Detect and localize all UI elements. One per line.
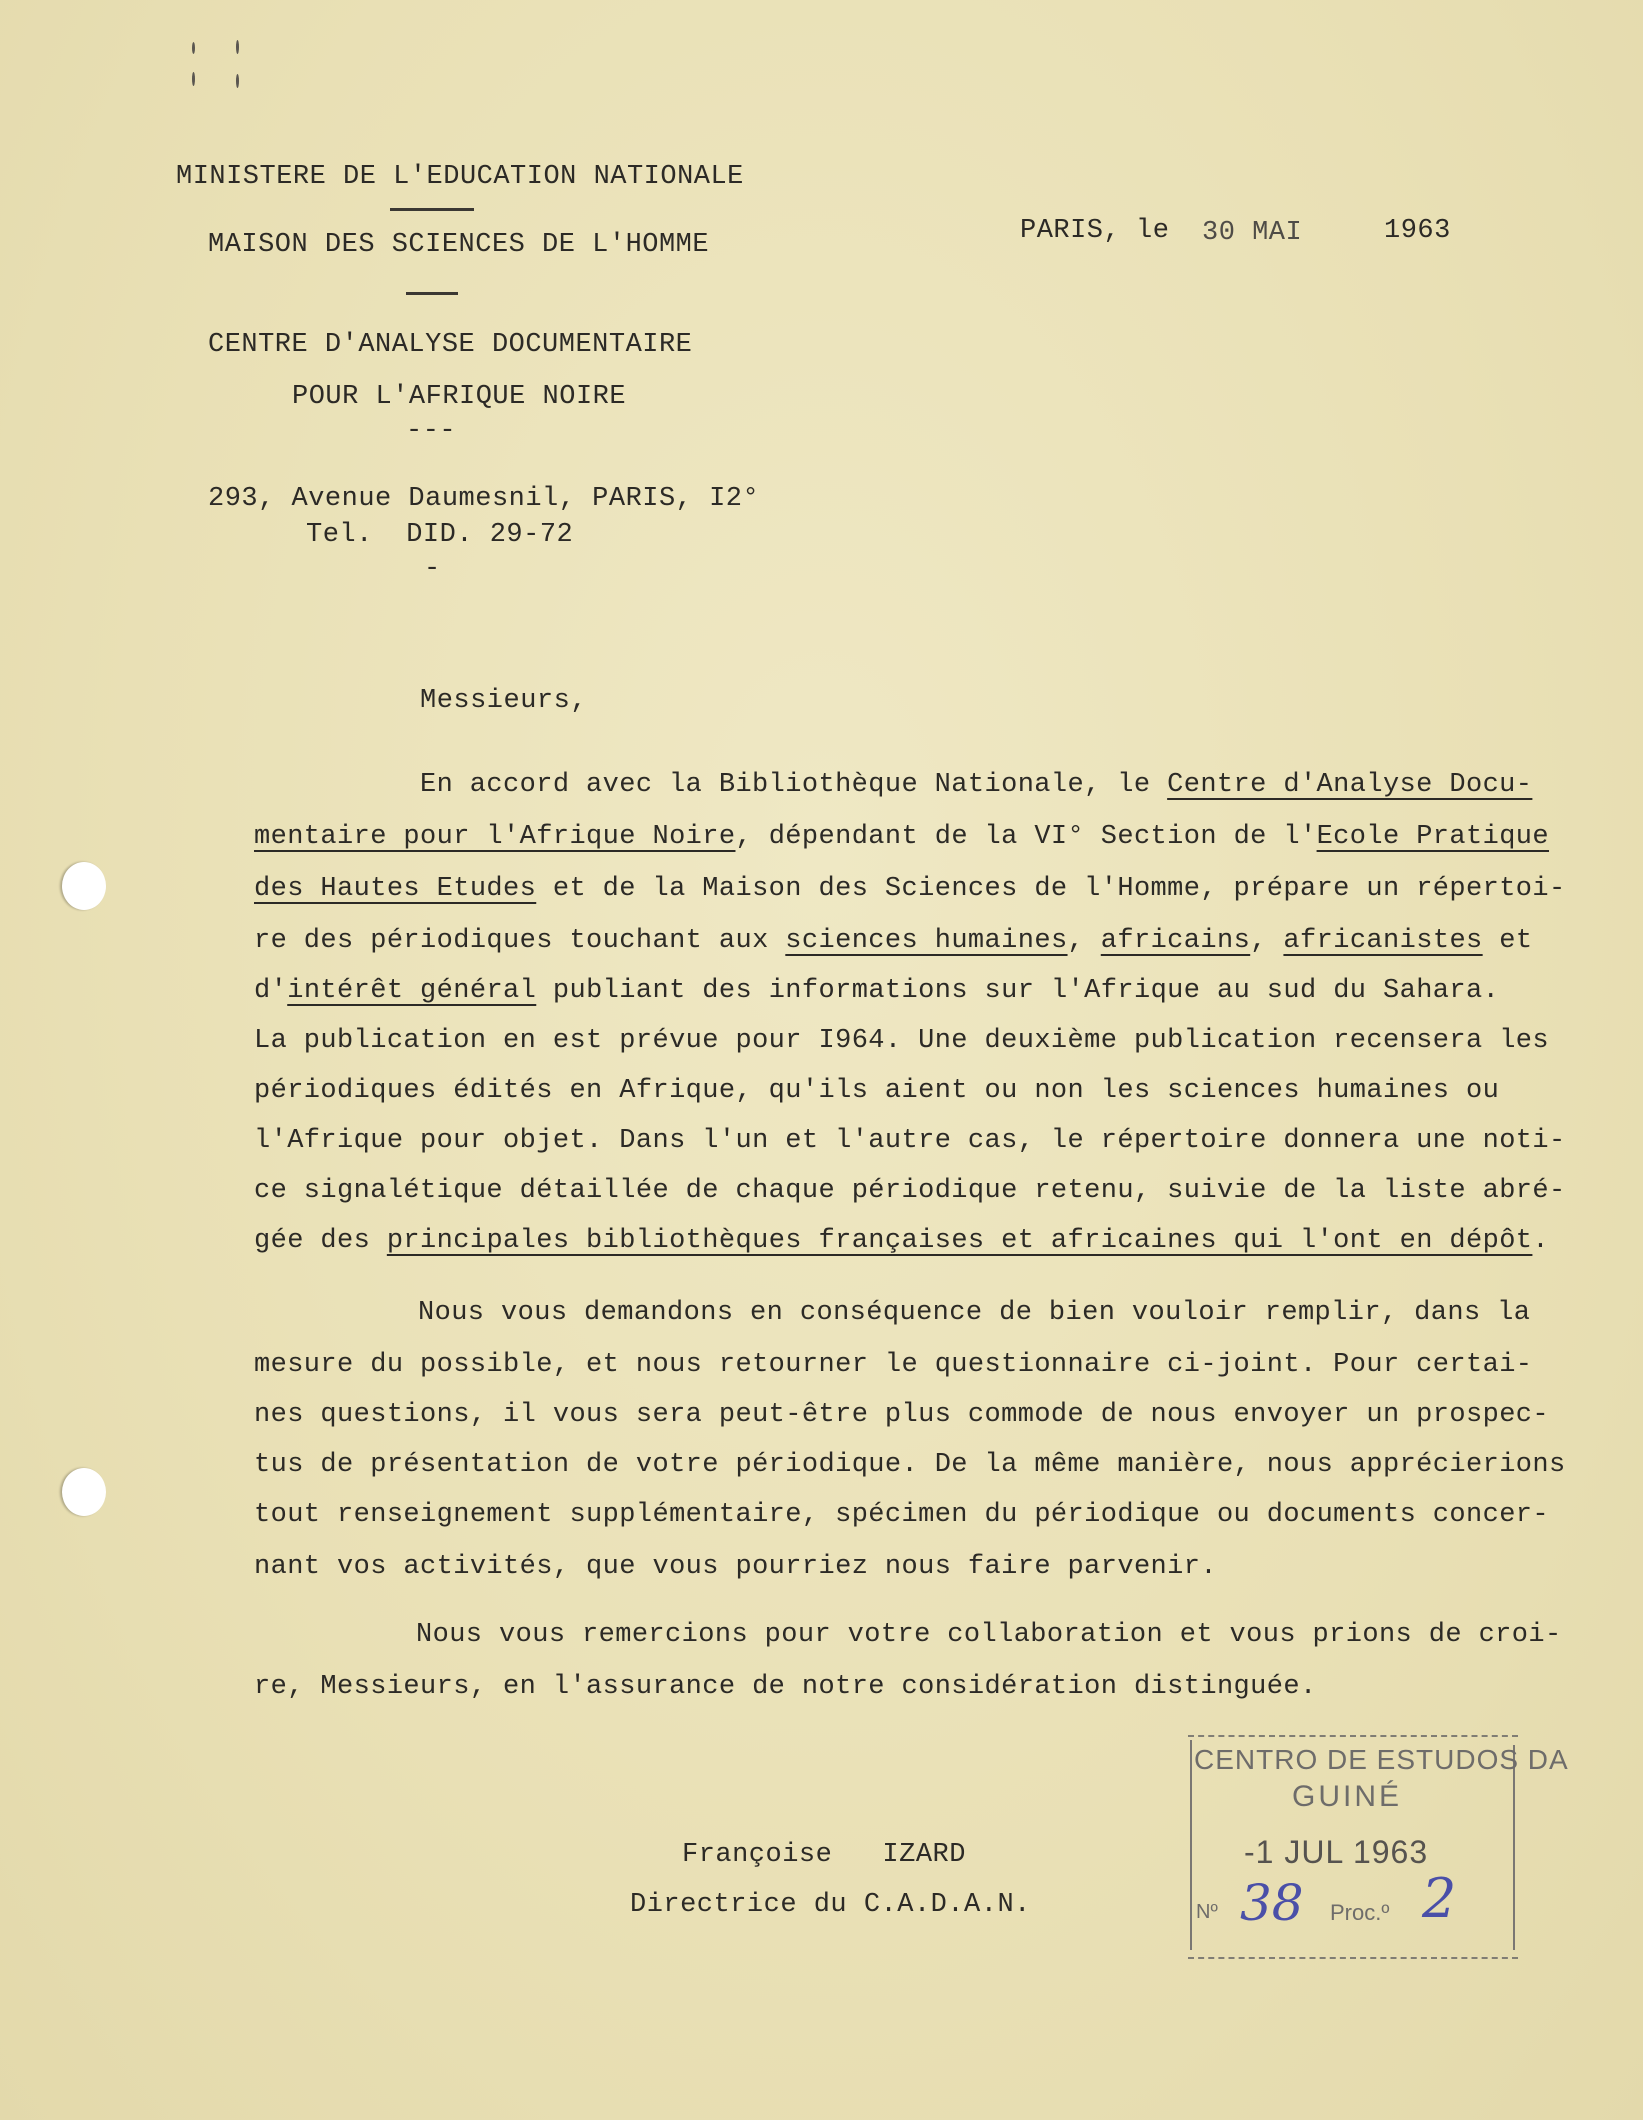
underlined-text: mentaire pour l'Afrique Noire [254,822,736,852]
text-run: ce signalétique détaillée de chaque périodique retenu, suivie de la liste abré- [254,1176,1566,1206]
house-heading: MAISON DES SCIENCES DE L'HOMME [208,230,710,260]
stamp-proc-label: Proc.º [1330,1900,1390,1925]
paragraph-line [254,876,1566,903]
paragraph-line: mesure du possible, et nous retourner le questionnaire ci-joint. Pour certai- [254,1350,1533,1380]
paragraph-line: tout renseignement supplémentaire, spécimen du périodique ou documents concer- [254,1500,1550,1530]
text-run: et [1482,926,1533,956]
paragraph-line [254,928,1532,955]
paragraph-line [254,1228,1549,1255]
text-run: l'Afrique pour objet. Dans l'un et l'autre cas, le répertoire donnera une noti- [254,1126,1566,1156]
paragraph-line [420,772,1532,799]
paragraph-line [254,978,1499,1005]
punch-hole-top [62,862,106,910]
stamp-border [1190,1740,1192,1950]
paragraph-line: nes questions, il vous sera peut-être plus commode de nous envoyer un prospec- [254,1400,1550,1430]
address: 293, Avenue Daumesnil, PARIS, I2° [208,484,760,514]
text-run: , [1250,926,1284,956]
text-run: publiant des informations sur l'Afrique au sud du Sahara. [536,976,1500,1006]
text-run: La publication en est prévue pour I964. Une deuxième publication recensera les [254,1026,1550,1056]
ink-mark [236,74,239,88]
centre-heading-line2: POUR L'AFRIQUE NOIRE [292,382,627,412]
underlined-text: intérêt général [287,976,537,1006]
stamp-date: -1 JUL 1963 [1244,1834,1429,1870]
paragraph-line [254,824,1549,851]
underlined-text: Centre d'Analyse Docu- [1167,770,1533,800]
paragraph-line: Nous vous demandons en conséquence de bien vouloir remplir, dans la [418,1298,1531,1328]
centre-separator: --- [406,416,457,446]
date-day: 30 MAI [1202,218,1303,248]
date-city: PARIS, [1020,216,1121,246]
text-run: d' [254,976,288,1006]
signature-name: Françoise IZARD [682,1840,966,1870]
text-run: et de la Maison des Sciences de l'Homme, prépare un répertoi- [536,874,1566,904]
stamp-number-handwritten: 38 [1240,1874,1304,1932]
ink-mark [192,72,195,86]
stamp-org-line2: GUINÉ [1292,1780,1403,1813]
signature-title: Directrice du C.A.D.A.N. [630,1890,1031,1920]
phone: Tel. DID. 29-72 [306,520,574,550]
stamp-number-label: Nº [1196,1901,1218,1923]
stamp-border [1513,1745,1515,1950]
paragraph-line [254,1128,1566,1155]
paragraph-line [254,1028,1549,1055]
underlined-text: africains [1100,926,1251,956]
punch-hole-bottom [62,1468,106,1516]
ink-mark [192,42,195,54]
paragraph-line [254,1178,1566,1205]
date-year: 1963 [1384,216,1451,246]
text-run: re des périodiques touchant aux [254,926,786,956]
ink-mark [236,40,239,54]
centre-heading-line1: CENTRE D'ANALYSE DOCUMENTAIRE [208,330,693,360]
paragraph-line [254,1078,1499,1105]
text-run: , dépendant de la VI° Section de l' [735,822,1317,852]
underlined-text: africanistes [1283,926,1483,956]
text-run: . [1532,1226,1550,1256]
text-run: , [1067,926,1101,956]
paragraph-line: re, Messieurs, en l'assurance de notre considération distinguée. [254,1672,1317,1702]
underlined-text: Ecole Pratique [1316,822,1550,852]
paragraph-line: Nous vous remercions pour votre collaboration et vous prions de croi- [416,1620,1562,1650]
text-run: En accord avec la Bibliothèque Nationale, le [420,770,1168,800]
ministry-heading: MINISTERE DE L'EDUCATION NATIONALE [176,162,744,192]
underlined-text: principales bibliothèques françaises et africaines qui l'ont en dépôt [386,1226,1533,1256]
heading-rule [406,292,458,295]
salutation: Messieurs, [420,686,588,716]
text-run: périodiques édités en Afrique, qu'ils aient ou non les sciences humaines ou [254,1076,1500,1106]
paragraph-line: nant vos activités, que vous pourriez nous faire parvenir. [254,1552,1217,1582]
date-le: le [1136,216,1170,246]
heading-rule [390,208,474,211]
underlined-text: des Hautes Etudes [254,874,537,904]
stamp-proc-handwritten: 2 [1422,1867,1457,1930]
text-run: gée des [254,1226,387,1256]
stamp-org-line1: CENTRO DE ESTUDOS DA [1194,1744,1569,1775]
address-separator: - [424,554,441,584]
underlined-text: sciences humaines [785,926,1068,956]
paragraph-line: tus de présentation de votre périodique. De la même manière, nous apprécierions [254,1450,1566,1480]
